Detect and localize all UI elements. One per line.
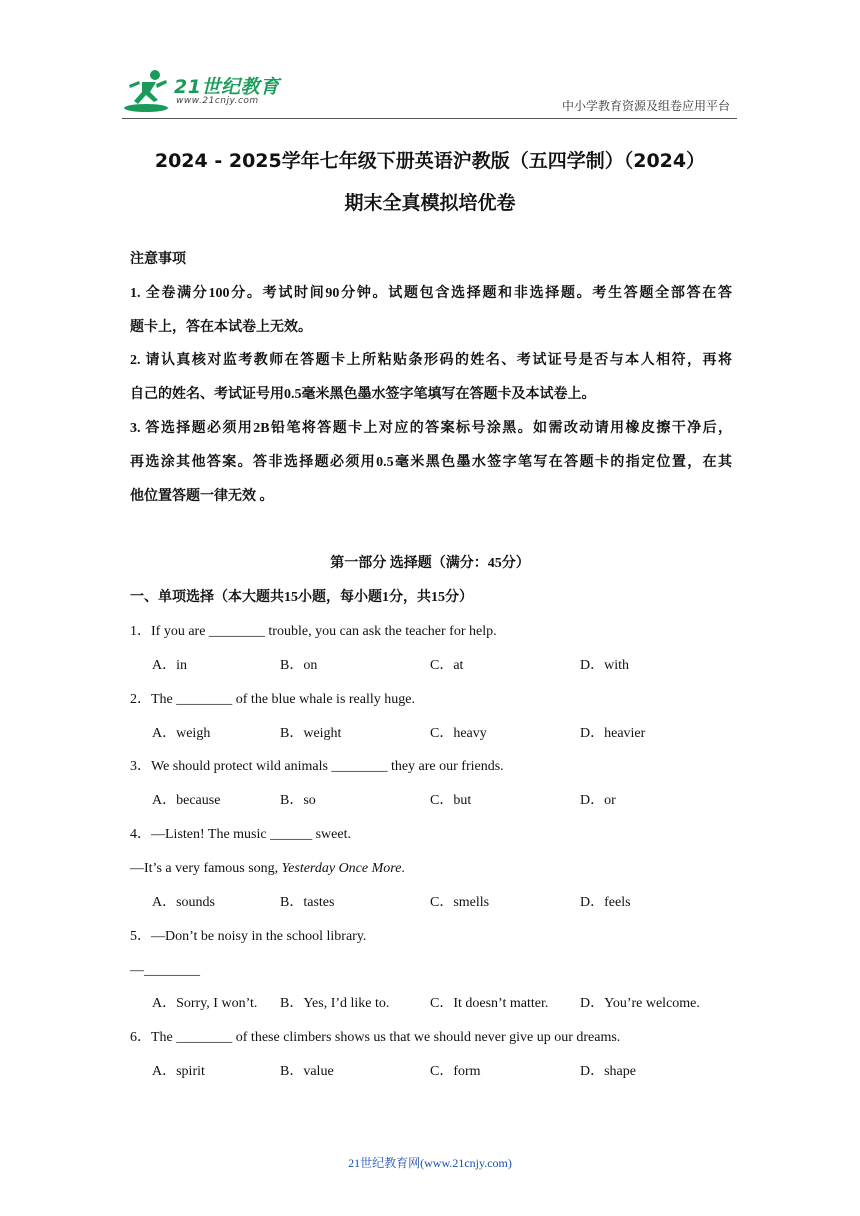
question-stem: 1．If you are ________ trouble, you can ask the teacher for help.	[130, 624, 497, 639]
option-b[interactable]: B．value	[280, 1064, 334, 1079]
part-heading: 第一部分 选择题（满分：45分）	[330, 556, 530, 571]
song-title: Yesterday Once More	[281, 861, 402, 876]
notice-line: 题卡上，答在本试卷上无效。	[130, 320, 312, 335]
option-c[interactable]: C．It doesn’t matter.	[430, 996, 549, 1011]
logo	[122, 68, 292, 114]
option-d[interactable]: D．feels	[580, 895, 631, 910]
option-a[interactable]: A．in	[152, 658, 187, 673]
reply-end: .	[401, 861, 405, 876]
option-c[interactable]: C．but	[430, 793, 472, 808]
option-c[interactable]: C．at	[430, 658, 464, 673]
option-d[interactable]: D．heavier	[580, 726, 646, 741]
question-stem: 2．The ________ of the blue whale is really huge.	[130, 692, 415, 707]
page-footer[interactable]: 21世纪教育网(www.21cnjy.com)	[348, 1156, 512, 1170]
logo-url: www.21cnjy.com	[176, 96, 259, 106]
option-d[interactable]: D．You’re welcome.	[580, 996, 700, 1011]
notice-line: 2. 请认真核对监考教师在答题卡上所粘贴条形码的姓名、考试证号是否与本人相符，再将	[130, 353, 732, 368]
option-b[interactable]: B．so	[280, 793, 316, 808]
option-a[interactable]: A．sounds	[152, 895, 216, 910]
notice-heading: 注意事项	[130, 252, 186, 267]
section-heading: 一、单项选择（本大题共15小题，每小题1分，共15分）	[130, 590, 473, 605]
question-stem: 4．—Listen! The music ______ sweet.	[130, 827, 351, 842]
page-header	[0, 0, 860, 125]
logo-text: 21世纪教育	[174, 76, 280, 98]
option-b[interactable]: B．on	[280, 658, 318, 673]
notice-line: 他位置答题一律无效 。	[130, 489, 274, 504]
option-a[interactable]: A．Sorry, I won’t.	[152, 996, 258, 1011]
option-a[interactable]: A．spirit	[152, 1064, 205, 1079]
option-a[interactable]: A．weigh	[152, 726, 211, 741]
option-c[interactable]: C．form	[430, 1064, 481, 1079]
option-b[interactable]: B．weight	[280, 726, 342, 741]
page-subtitle: 期末全真模拟培优卷	[344, 192, 516, 214]
option-c[interactable]: C．heavy	[430, 726, 487, 741]
platform-label: 中小学教育资源及组卷应用平台	[561, 99, 730, 113]
header-divider	[122, 118, 737, 119]
option-c[interactable]: C．smells	[430, 895, 490, 910]
question-reply: —________	[130, 963, 200, 978]
notice-line: 3. 答选择题必须用2B铅笔将答题卡上对应的答案标号涂黑。如需改动请用橡皮擦干净后，	[130, 421, 732, 436]
option-a[interactable]: A．because	[152, 793, 221, 808]
runner-logo-icon	[122, 68, 172, 114]
question-reply	[130, 859, 405, 879]
reply-text: —It’s a very famous song,	[130, 861, 282, 876]
option-d[interactable]: D．shape	[580, 1064, 636, 1079]
option-d[interactable]: D．with	[580, 658, 629, 673]
question-stem: 5．—Don’t be noisy in the school library.	[130, 929, 367, 944]
notice-line: 1. 全卷满分100分。考试时间90分钟。试题包含选择题和非选择题。考生答题全部答在答	[130, 286, 732, 301]
option-d[interactable]: D．or	[580, 793, 616, 808]
option-b[interactable]: B．Yes, I’d like to.	[280, 996, 390, 1011]
notice-line: 自己的姓名、考试证号用0.5毫米黑色墨水签字笔填写在答题卡及本试卷上。	[130, 387, 596, 402]
option-b[interactable]: B．tastes	[280, 895, 335, 910]
question-stem: 3．We should protect wild animals ________ they are our friends.	[130, 759, 504, 774]
notice-line: 再选涂其他答案。答非选择题必须用0.5毫米黑色墨水签字笔写在答题卡的指定位置，在其	[130, 455, 732, 470]
question-stem: 6．The ________ of these climbers shows us that we should never give up our dreams.	[130, 1030, 621, 1045]
page-title: 2024 - 2025学年七年级下册英语沪教版（五四学制）（2024）	[154, 150, 706, 172]
